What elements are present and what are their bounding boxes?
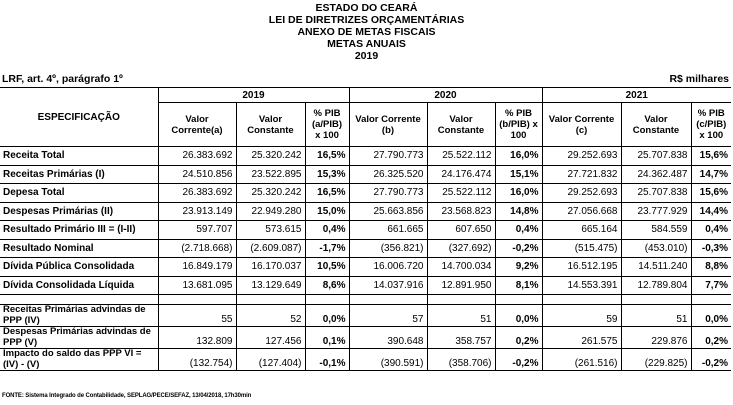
row-label: Impacto do saldo das PPP VI = (IV) - (V) bbox=[0, 349, 158, 371]
value-cell: 59 bbox=[542, 305, 621, 327]
pib-percent-cell: -0,2% bbox=[495, 239, 542, 258]
value-cell: 23.568.823 bbox=[427, 202, 495, 221]
value-cell: 25.320.242 bbox=[236, 147, 305, 166]
table-row bbox=[0, 349, 731, 371]
header-years-row bbox=[0, 88, 731, 103]
value-cell: 229.876 bbox=[621, 327, 691, 349]
row-label: Despesas Primárias advindas de PPP (V) bbox=[0, 327, 158, 349]
value-cell: (2.609.087) bbox=[236, 239, 305, 258]
spacer-row bbox=[0, 295, 731, 305]
row-label: Depesa Total bbox=[0, 184, 158, 203]
pib-percent-cell: 0,1% bbox=[305, 327, 349, 349]
value-cell: 665.164 bbox=[542, 221, 621, 240]
pib-percent-cell: -0,3% bbox=[691, 239, 731, 258]
pib-percent-cell: 8,8% bbox=[691, 258, 731, 277]
value-cell: 29.252.693 bbox=[542, 147, 621, 166]
value-cell: 27.056.668 bbox=[542, 202, 621, 221]
year-title: 2019 bbox=[354, 50, 379, 62]
pib-percent-cell: 14,4% bbox=[691, 202, 731, 221]
lrf-reference: LRF, art. 4º, parágrafo 1º bbox=[2, 73, 123, 85]
value-cell: 22.949.280 bbox=[236, 202, 305, 221]
pib-percent-cell: -1,7% bbox=[305, 239, 349, 258]
value-cell: 25.522.112 bbox=[427, 184, 495, 203]
value-cell: 24.510.856 bbox=[158, 165, 236, 184]
value-cell: 597.707 bbox=[158, 221, 236, 240]
value-cell: 661.665 bbox=[349, 221, 427, 240]
value-cell: (261.516) bbox=[542, 349, 621, 371]
pib-percent-cell: -0,2% bbox=[691, 349, 731, 371]
table-row bbox=[0, 276, 731, 295]
row-label: Resultado Nominal bbox=[0, 239, 158, 258]
value-cell: 51 bbox=[427, 305, 495, 327]
table-row bbox=[0, 258, 731, 277]
value-cell: 14.037.916 bbox=[349, 276, 427, 295]
spacer-cell bbox=[427, 295, 495, 305]
value-cell: 23.913.149 bbox=[158, 202, 236, 221]
column-header: Valor Corrente (c) bbox=[542, 103, 621, 147]
pib-percent-cell: 16,0% bbox=[495, 147, 542, 166]
value-cell: 25.663.856 bbox=[349, 202, 427, 221]
column-header: Valor Corrente(a) bbox=[158, 103, 236, 147]
pib-percent-cell: 9,2% bbox=[495, 258, 542, 277]
column-header: Valor Constante bbox=[621, 103, 691, 147]
year-header: 2021 bbox=[542, 88, 731, 103]
value-cell: 24.362.487 bbox=[621, 165, 691, 184]
pib-percent-cell: 16,5% bbox=[305, 147, 349, 166]
column-header: Valor Constante bbox=[236, 103, 305, 147]
year-header: 2020 bbox=[349, 88, 542, 103]
pib-percent-cell: 0,0% bbox=[691, 305, 731, 327]
column-header: Valor Corrente (b) bbox=[349, 103, 427, 147]
value-cell: 26.383.692 bbox=[158, 147, 236, 166]
value-cell: 24.176.474 bbox=[427, 165, 495, 184]
value-cell: 57 bbox=[349, 305, 427, 327]
pib-percent-cell: 15,0% bbox=[305, 202, 349, 221]
spacer-cell bbox=[691, 295, 731, 305]
value-cell: 573.615 bbox=[236, 221, 305, 240]
value-cell: (390.591) bbox=[349, 349, 427, 371]
pib-percent-cell: -0,2% bbox=[495, 349, 542, 371]
spacer-cell bbox=[542, 295, 621, 305]
value-cell: (127.404) bbox=[236, 349, 305, 371]
pib-percent-cell: 16,5% bbox=[305, 184, 349, 203]
spec-header: ESPECIFICAÇÃO bbox=[0, 88, 158, 147]
table-row bbox=[0, 305, 731, 327]
value-cell: 16.170.037 bbox=[236, 258, 305, 277]
value-cell: 23.522.895 bbox=[236, 165, 305, 184]
table-row bbox=[0, 184, 731, 203]
value-cell: 55 bbox=[158, 305, 236, 327]
pib-percent-cell: 0,4% bbox=[305, 221, 349, 240]
pib-percent-cell: 0,0% bbox=[495, 305, 542, 327]
row-label: Receitas Primárias advindas de PPP (IV) bbox=[0, 305, 158, 327]
value-cell: (132.754) bbox=[158, 349, 236, 371]
pib-percent-cell: 0,2% bbox=[495, 327, 542, 349]
value-cell: 13.129.649 bbox=[236, 276, 305, 295]
value-cell: 584.559 bbox=[621, 221, 691, 240]
value-cell: (515.475) bbox=[542, 239, 621, 258]
value-cell: 29.252.693 bbox=[542, 184, 621, 203]
value-cell: 127.456 bbox=[236, 327, 305, 349]
row-label: Resultado Primário III = (I-II) bbox=[0, 221, 158, 240]
pib-percent-cell: 0,0% bbox=[305, 305, 349, 327]
pib-percent-cell: 0,4% bbox=[691, 221, 731, 240]
table-row bbox=[0, 202, 731, 221]
value-cell: 12.891.950 bbox=[427, 276, 495, 295]
value-cell: 26.383.692 bbox=[158, 184, 236, 203]
value-cell: 261.575 bbox=[542, 327, 621, 349]
value-cell: (229.825) bbox=[621, 349, 691, 371]
pib-percent-cell: 14,8% bbox=[495, 202, 542, 221]
table-row bbox=[0, 147, 731, 166]
value-cell: 358.757 bbox=[427, 327, 495, 349]
value-cell: 132.809 bbox=[158, 327, 236, 349]
fiscal-goals-table bbox=[0, 87, 731, 371]
value-cell: 51 bbox=[621, 305, 691, 327]
pib-percent-cell: 16,0% bbox=[495, 184, 542, 203]
spacer-cell bbox=[349, 295, 427, 305]
value-cell: 16.849.179 bbox=[158, 258, 236, 277]
row-label: Despesas Primárias (II) bbox=[0, 202, 158, 221]
value-cell: 25.707.838 bbox=[621, 147, 691, 166]
pib-percent-cell: -0,1% bbox=[305, 349, 349, 371]
pib-percent-cell: 10,5% bbox=[305, 258, 349, 277]
pib-percent-cell: 8,1% bbox=[495, 276, 542, 295]
value-cell: (327.692) bbox=[427, 239, 495, 258]
table-row bbox=[0, 165, 731, 184]
state-title: ESTADO DO CEARÁ bbox=[315, 2, 418, 14]
row-label: Receita Total bbox=[0, 147, 158, 166]
value-cell: 14.700.034 bbox=[427, 258, 495, 277]
value-cell: 14.511.240 bbox=[621, 258, 691, 277]
column-header: % PIB (b/PIB) x 100 bbox=[495, 103, 542, 147]
pib-percent-cell: 7,7% bbox=[691, 276, 731, 295]
spacer-cell bbox=[0, 295, 158, 305]
spacer-cell bbox=[236, 295, 305, 305]
value-cell: 27.790.773 bbox=[349, 184, 427, 203]
goals-title: METAS ANUAIS bbox=[327, 38, 406, 50]
value-cell: 13.681.095 bbox=[158, 276, 236, 295]
spacer-cell bbox=[305, 295, 349, 305]
pib-percent-cell: 15,6% bbox=[691, 184, 731, 203]
value-cell: 607.650 bbox=[427, 221, 495, 240]
column-header: % PIB (c/PIB) x 100 bbox=[691, 103, 731, 147]
unit-label: R$ milhares bbox=[669, 73, 729, 85]
value-cell: 27.790.773 bbox=[349, 147, 427, 166]
value-cell: 27.721.832 bbox=[542, 165, 621, 184]
row-label: Receitas Primárias (I) bbox=[0, 165, 158, 184]
value-cell: 12.789.804 bbox=[621, 276, 691, 295]
value-cell: (356.821) bbox=[349, 239, 427, 258]
pib-percent-cell: 15,6% bbox=[691, 147, 731, 166]
source-note: FONTE: Sistema Integrado de Contabilidade, SEPLAG/PECE/SEFAZ, 13/04/2018, 17h30min bbox=[2, 393, 252, 399]
table-row bbox=[0, 327, 731, 349]
column-header: Valor Constante bbox=[427, 103, 495, 147]
spacer-cell bbox=[158, 295, 236, 305]
pib-percent-cell: 0,4% bbox=[495, 221, 542, 240]
table-body bbox=[0, 88, 731, 371]
value-cell: 390.648 bbox=[349, 327, 427, 349]
value-cell: (453.010) bbox=[621, 239, 691, 258]
value-cell: 14.553.391 bbox=[542, 276, 621, 295]
value-cell: (358.706) bbox=[427, 349, 495, 371]
value-cell: 25.707.838 bbox=[621, 184, 691, 203]
spacer-cell bbox=[495, 295, 542, 305]
column-header: % PIB (a/PIB) x 100 bbox=[305, 103, 349, 147]
table-row bbox=[0, 239, 731, 258]
year-header: 2019 bbox=[158, 88, 349, 103]
law-title: LEI DE DIRETRIZES ORÇAMENTÁRIAS bbox=[268, 14, 465, 26]
value-cell: (2.718.668) bbox=[158, 239, 236, 258]
row-label: Dívida Consolidada Líquida bbox=[0, 276, 158, 295]
value-cell: 26.325.520 bbox=[349, 165, 427, 184]
pib-percent-cell: 0,2% bbox=[691, 327, 731, 349]
value-cell: 52 bbox=[236, 305, 305, 327]
pib-percent-cell: 15,3% bbox=[305, 165, 349, 184]
pib-percent-cell: 8,6% bbox=[305, 276, 349, 295]
spacer-cell bbox=[621, 295, 691, 305]
value-cell: 23.777.929 bbox=[621, 202, 691, 221]
value-cell: 16.006.720 bbox=[349, 258, 427, 277]
table-row bbox=[0, 221, 731, 240]
pib-percent-cell: 15,1% bbox=[495, 165, 542, 184]
pib-percent-cell: 14,7% bbox=[691, 165, 731, 184]
value-cell: 16.512.195 bbox=[542, 258, 621, 277]
row-label: Dívida Pública Consolidada bbox=[0, 258, 158, 277]
annex-title: ANEXO DE METAS FISCAIS bbox=[297, 26, 436, 38]
value-cell: 25.522.112 bbox=[427, 147, 495, 166]
value-cell: 25.320.242 bbox=[236, 184, 305, 203]
